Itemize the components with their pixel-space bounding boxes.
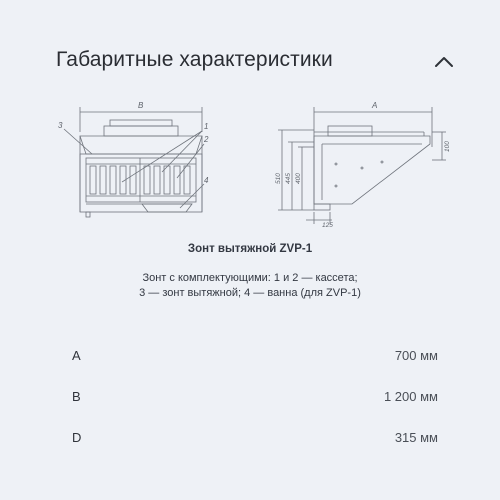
chevron-up-icon[interactable] bbox=[431, 54, 457, 70]
spec-label: A bbox=[72, 348, 81, 363]
dimension-400-label: 400 bbox=[295, 173, 302, 184]
section-title: Габаритные характеристики bbox=[56, 48, 333, 71]
spec-label: B bbox=[72, 389, 81, 404]
callout-3: 3 bbox=[58, 121, 63, 130]
callout-1: 1 bbox=[204, 122, 209, 131]
spec-label: D bbox=[72, 430, 82, 445]
callout-2: 2 bbox=[204, 135, 209, 144]
spec-value: 700 мм bbox=[394, 348, 438, 363]
spec-value: 1 200 мм bbox=[383, 389, 438, 404]
drawing-caption-line2: 3 — зонт вытяжной; 4 — ванна (для ZVP-1) bbox=[139, 287, 361, 299]
spec-value: 315 мм bbox=[394, 430, 438, 445]
dimension-510-label: 510 bbox=[275, 173, 282, 184]
spec-row-b bbox=[72, 389, 438, 407]
dimension-100-label: 100 bbox=[444, 141, 451, 152]
callout-4: 4 bbox=[204, 176, 209, 185]
front-view bbox=[64, 107, 204, 217]
spec-row-a bbox=[72, 348, 438, 366]
drawing-caption-title: Зонт вытяжной ZVP-1 bbox=[187, 243, 313, 255]
technical-drawing bbox=[52, 92, 452, 227]
dimension-a-label: A bbox=[372, 101, 378, 110]
spec-row-d bbox=[72, 430, 438, 448]
dimension-b-label: B bbox=[138, 101, 144, 110]
side-view bbox=[278, 107, 446, 224]
drawing-caption-line1: Зонт с комплектующими: 1 и 2 — кассета; bbox=[142, 272, 358, 284]
dimension-125-label: 125 bbox=[322, 222, 333, 227]
dimension-445-label: 445 bbox=[285, 173, 292, 184]
